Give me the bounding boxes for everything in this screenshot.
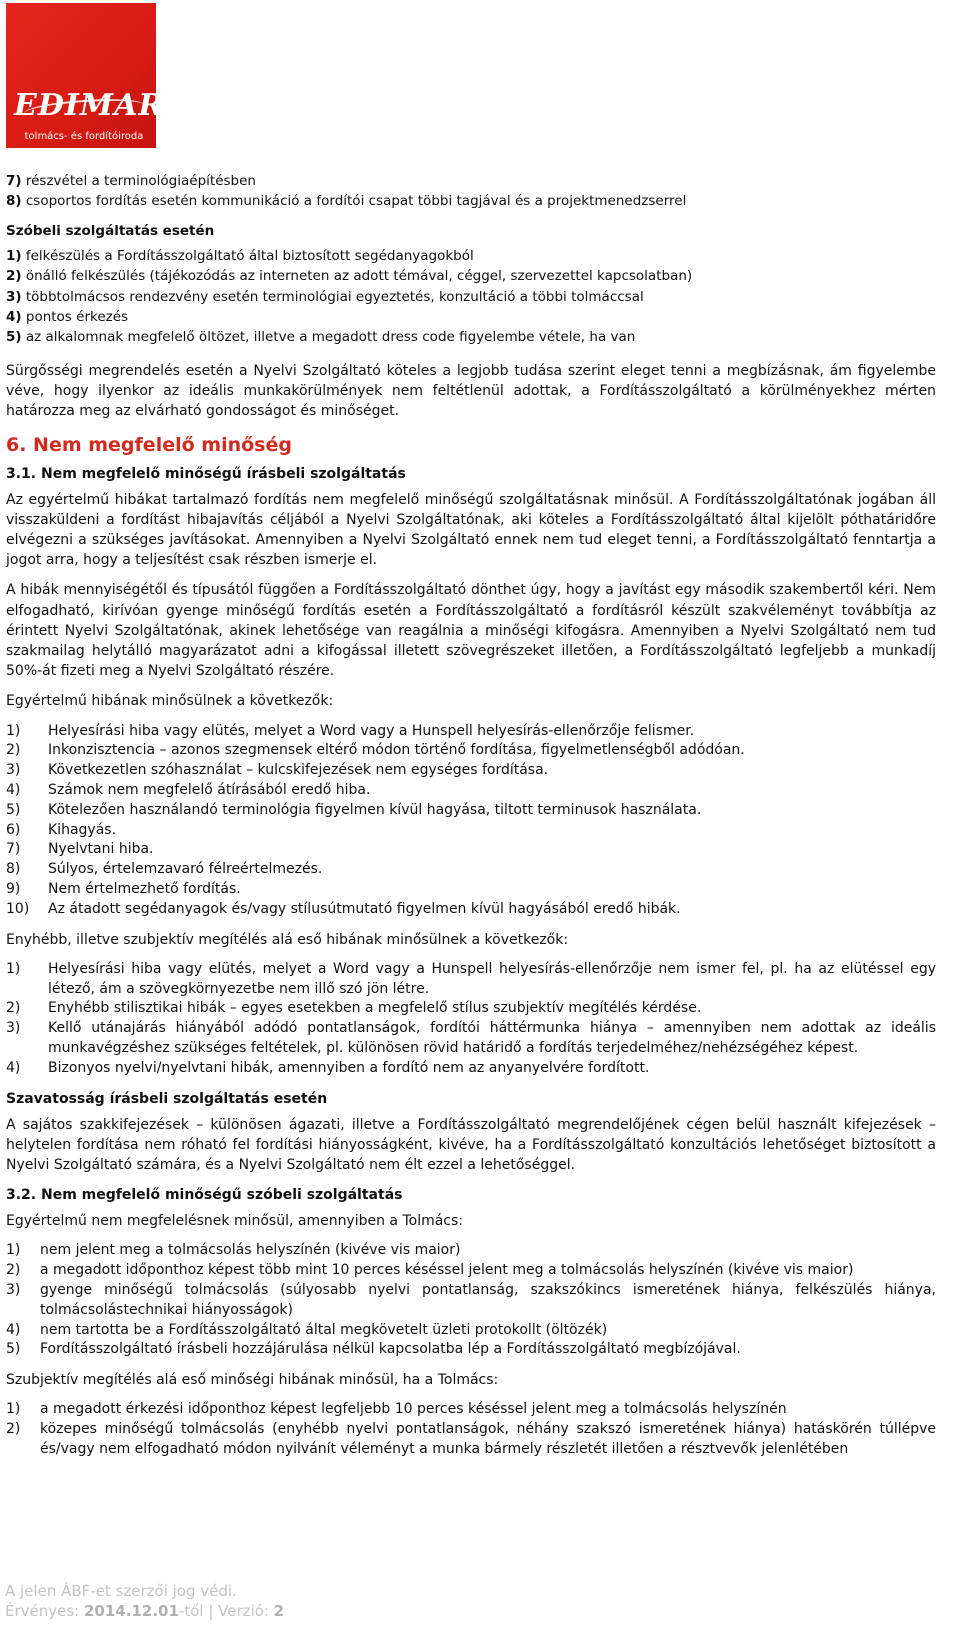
quality-section <box>6 361 936 1470</box>
list-item: 10) Az átadott segédanyagok és/vagy stílusútmutató figyelmen kívül hagyásából eredő hibák. <box>6 900 681 917</box>
section-6-title: 6. Nem megfelelő minőség <box>6 433 292 456</box>
list-item: 8) csoportos fordítás esetén kommunikáció a fordítói csapat többi tagjával és a projektmenedzserrel <box>6 193 687 210</box>
oral-list <box>6 246 936 348</box>
logo-brand-text: EDIMART <box>14 88 188 123</box>
urgent-paragraph: Sürgősségi megrendelés esetén a Nyelvi Szolgáltató köteles a legjobb tudása szerint eleget tenni a megbízásnak, ám figyelembe véve, hogy ilyenkor az ideális munkakörülmények nem feltétlenül adottak, a Fordításszolgáltató a körülményekhez mérten határozza meg az elvárható gondosságot és minőséget. <box>6 363 936 420</box>
version-number: 2 <box>273 1602 285 1620</box>
list-item: 4) Bizonyos nyelvi/nyelvtani hibák, amennyiben a fordító nem az anyanyelvére fordított. <box>6 1059 650 1076</box>
list-item: 4) Számok nem megfelelő átírásából eredő hiba. <box>6 782 371 799</box>
document-body <box>6 171 936 348</box>
list-item: 2) Enyhébb stilisztikai hibák – egyes esetekben a megfelelő stílus szubjektív megítélés kérdése. <box>6 1000 702 1017</box>
section-3-2-intro: Egyértelmű nem megfelelésnek minősül, amennyiben a Tolmács: <box>6 1213 464 1230</box>
warranty-heading: Szavatosság írásbeli szolgáltatás esetén <box>6 1090 328 1107</box>
list-item: 4) nem tartotta be a Fordításszolgáltató által megkövetelt üzleti protokollt (öltözék) <box>6 1321 608 1338</box>
section-3-2-subjective-list <box>6 1400 936 1459</box>
list-item: 2) Inkonzisztencia – azonos szegmensek eltérő módon történő fordítása, figyelmetlenségből adódóan. <box>6 742 745 759</box>
list-item: 3) többtolmácsos rendezvény esetén terminológiai egyeztetés, konzultáció a többi tolmáccsal <box>6 288 644 305</box>
list-item: 2) közepes minőségű tolmácsolás (enyhébb nyelvi pontatlanságok, néhány szakszó ismeretének hiánya) hatáskörén túllépve és/vagy nem elfogadható módon nyilvánít véleményt a munka bármely részletét illetően a résztvevők jelenlétében <box>6 1421 936 1457</box>
clear-errors-intro: Egyértelmű hibának minősülnek a következők: <box>6 693 334 710</box>
section-3-2-subjective-intro: Szubjektív megítélés alá eső minőségi hibának minősül, ha a Tolmács: <box>6 1372 499 1389</box>
edimart-logo <box>6 3 188 148</box>
subjective-errors-intro: Enyhébb, illetve szubjektív megítélés alá eső hibának minősülnek a következők: <box>6 931 569 948</box>
copyright-notice: A jelen ÁBF-et szerzői jog védi. <box>5 1582 237 1600</box>
list-item: 5) az alkalomnak megfelelő öltözet, illetve a megadott dress code figyelembe vétele, ha van <box>6 329 636 346</box>
list-item: 5) Kötelezően használandó terminológia figyelmen kívül hagyása, tiltott terminusok használata. <box>6 801 702 818</box>
section-3-1-title: 3.1. Nem megfelelő minőségű írásbeli szolgáltatás <box>6 465 406 482</box>
list-item: 1) nem jelent meg a tolmácsolás helyszínén (kivéve vis maior) <box>6 1242 461 1259</box>
list-item: 2) a megadott időponthoz képest több mint 10 perces késéssel jelent meg a tolmácsolás helyszínén (kivéve vis maior) <box>6 1262 854 1279</box>
section-3-1-paragraph-1: Az egyértelmű hibákat tartalmazó fordítás nem megfelelő minőségű szolgáltatásnak minősül. A Fordításszolgáltatónak jogában áll visszaküldeni a fordítást hibajavítás céljából a Nyelvi Szolgáltatónak, aki köteles a Fordításszolgáltató által kijelölt póthatáridőre elvégezni a szükséges javításokat. Amennyiben a Nyelvi Szolgáltató ennek nem tud eleget tenni, a Fordításszolgáltató fenntartja a jogot arra, hogy a teljesítést csak részben ismerje el. <box>6 491 936 569</box>
list-item: 2) önálló felkészülés (tájékozódás az interneten az adott témával, céggel, szervezettel kapcsolatban) <box>6 268 693 285</box>
oral-heading: Szóbeli szolgáltatás esetén <box>6 222 215 239</box>
list-item: 8) Súlyos, értelemzavaró félreértelmezés. <box>6 861 323 878</box>
section-3-1-paragraph-2: A hibák mennyiségétől és típusától függően a Fordításszolgáltató dönthet úgy, hogy a javítást egy második szakembertől kéri. Nem elfogadható, kirívóan gyenge minőségű fordítás esetén a Fordításszolgáltató a fordításról készült szakvéleményt továbbítja az érintett Nyelvi Szolgáltatónak, akinek lehetősége van reagálnia a minőségi kifogásra. Amennyiben a Nyelvi Szolgáltató nem tud szakmailag helytálló magyarázatot adni a kifogással illetett szövegrészeket illetően, a Fordításszolgáltató legfeljebb a munkadíj 50%-át fizeti meg a Nyelvi Szolgáltató részére. <box>6 582 936 680</box>
list-item: 1) felkészülés a Fordításszolgáltató által biztosított segédanyagokból <box>6 247 474 264</box>
logo-tagline: tolmács- és fordítóiroda <box>24 131 144 142</box>
list-item: 5) Fordításszolgáltató írásbeli hozzájárulása nélkül kapcsolatba lép a Fordításszolgáltató megbízójával. <box>6 1341 741 1358</box>
subjective-errors-list <box>6 960 936 1079</box>
list-item: 9) Nem értelmezhető fordítás. <box>6 881 241 898</box>
list-item: 3) Következetlen szóhasználat – kulcskifejezések nem egységes fordítása. <box>6 762 549 779</box>
page-footer <box>5 1581 284 1621</box>
list-item: 7) Nyelvtani hiba. <box>6 841 154 858</box>
list-item: 1) Helyesírási hiba vagy elütés, melyet a Word vagy a Hunspell helyesírás-ellenőrzője felismer. <box>6 722 695 739</box>
list-item: 1) a megadott érkezési időponthoz képest legfeljebb 10 perces késéssel jelent meg a tolmácsolás helyszínén <box>6 1401 787 1418</box>
list-item: 7) részvétel a terminológiaépítésben <box>6 173 256 189</box>
list-item: 3) Kellő utánajárás hiányából adódó pontatlanságok, fordítói háttérmunka hiánya – amennyiben nem adottak az ideális munkavégzéshez szükséges feltételek, pl. különösen rövid határidő a fordítás terjedelméhez/nehézségéhez képest. <box>6 1020 936 1056</box>
list-item: 4) pontos érkezés <box>6 309 129 326</box>
list-item: 6) Kihagyás. <box>6 821 117 838</box>
section-3-2-title: 3.2. Nem megfelelő minőségű szóbeli szolgáltatás <box>6 1187 403 1204</box>
valid-date: 2014.12.01 <box>84 1602 179 1620</box>
list-item: 3) gyenge minőségű tolmácsolás (súlyosabb nyelvi pontatlanság, szakszókincs ismeretének hiánya, felkészülés hiánya, tolmácsolástechnikai hiányosságok) <box>6 1282 936 1318</box>
section-3-2-list <box>6 1241 936 1360</box>
validity-line: Érvényes: 2014.12.01-től | Verzió: 2 <box>5 1602 285 1620</box>
list-item: 1) Helyesírási hiba vagy elütés, melyet a Word vagy a Hunspell helyesírás-ellenőrzője nem ismer fel, pl. ha az elütéssel egy létező, ám a szövegkörnyezetbe nem illő szó jön létre. <box>6 960 936 997</box>
top-list <box>6 171 936 212</box>
clear-errors-list <box>6 722 936 920</box>
warranty-paragraph: A sajátos szakkifejezések – különösen ágazati, illetve a Fordításszolgáltató megrendelőjének cégen belül használt kifejezések – helytelen fordítása nem róható fel fordítási hiányosságként, kivéve, ha a Fordításszolgáltató konzultációs lehetőséget biztosított a Nyelvi Szolgáltató számára, és a Nyelvi Szolgáltató nem élt ezzel a lehetőséggel. <box>6 1116 936 1173</box>
